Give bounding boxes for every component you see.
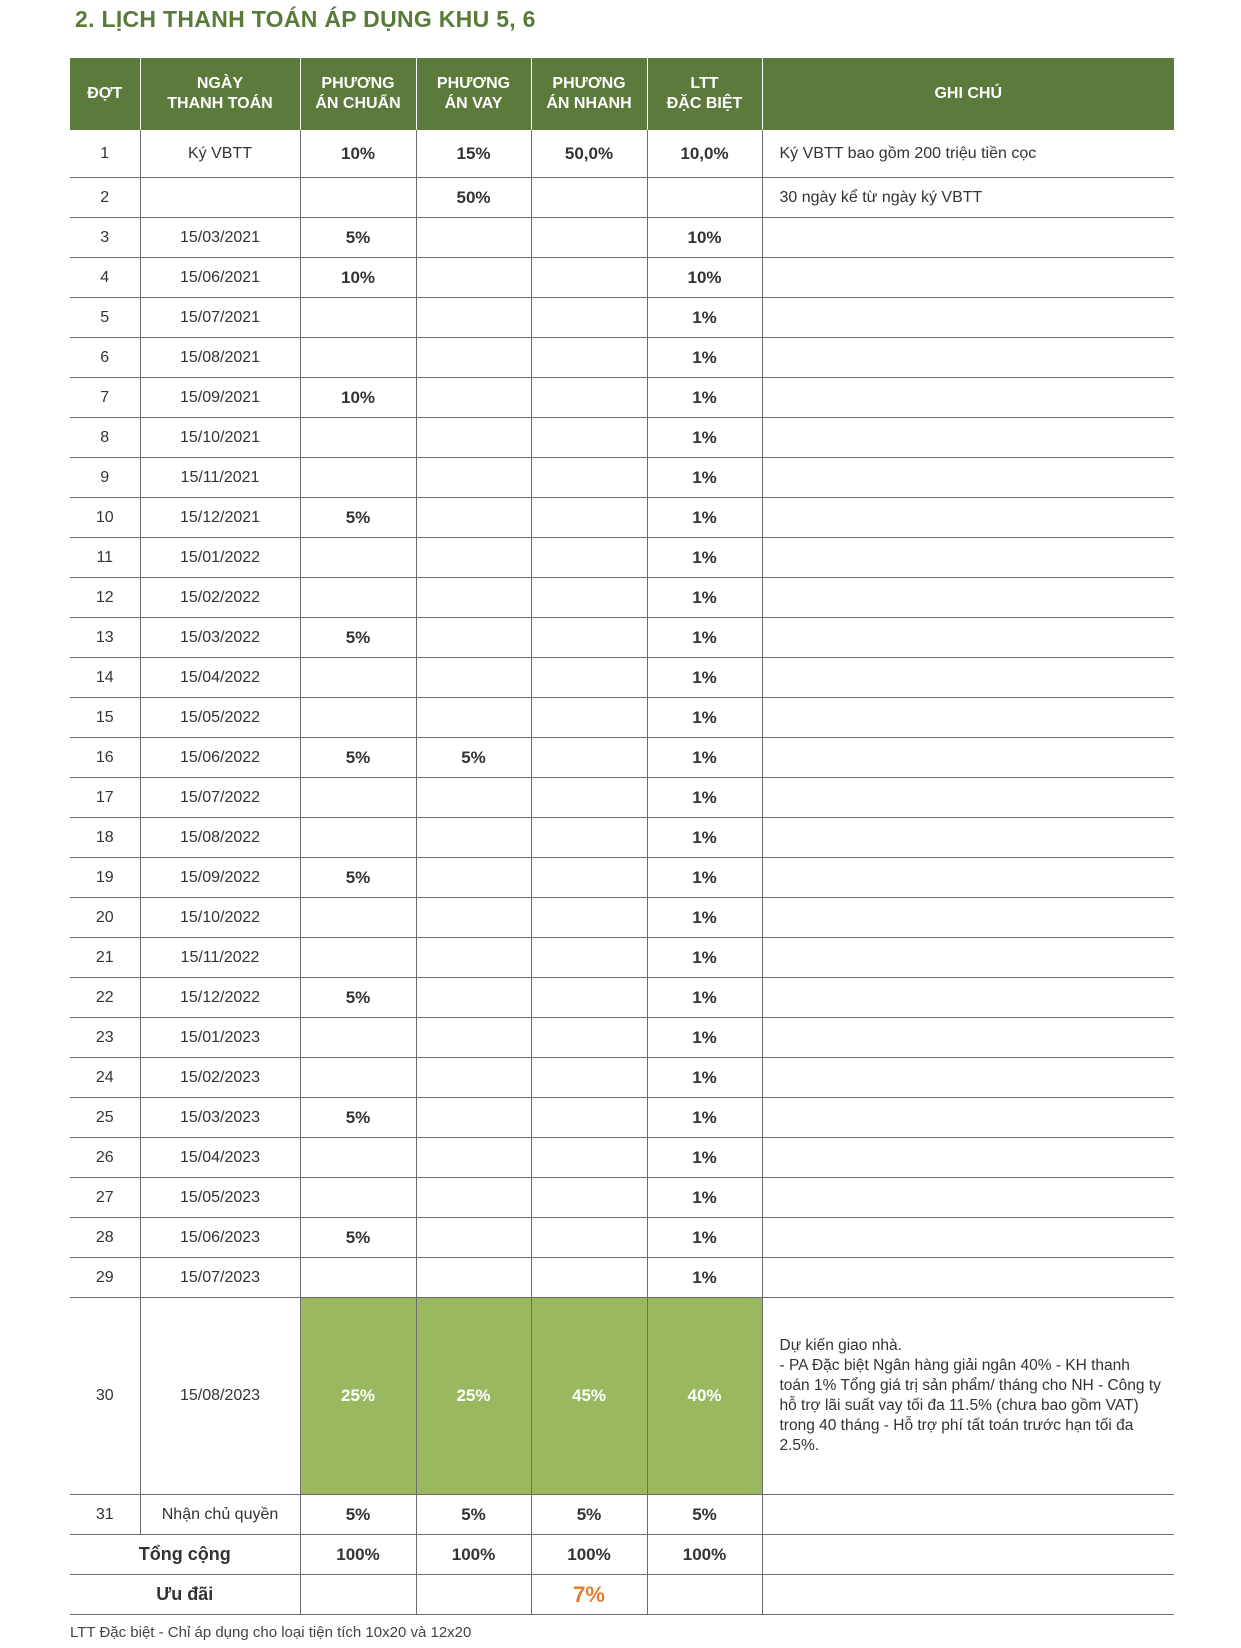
cell-standard: 5% bbox=[300, 498, 416, 538]
cell-note bbox=[762, 778, 1174, 818]
cell-standard: 10% bbox=[300, 258, 416, 298]
cell-special: 1% bbox=[647, 818, 762, 858]
table-row bbox=[70, 578, 1174, 618]
header-loan-plan: PHƯƠNG ÁN VAY bbox=[416, 58, 531, 130]
cell-dot: 23 bbox=[70, 1018, 140, 1058]
cell-fast bbox=[531, 538, 647, 578]
cell-dot: 17 bbox=[70, 778, 140, 818]
table-row bbox=[70, 1298, 1174, 1495]
cell-standard bbox=[300, 1178, 416, 1218]
cell-loan bbox=[416, 538, 531, 578]
cell-standard: 25% bbox=[300, 1298, 416, 1495]
table-row bbox=[70, 538, 1174, 578]
cell-loan: 25% bbox=[416, 1298, 531, 1495]
cell-loan bbox=[416, 258, 531, 298]
cell-loan: 5% bbox=[416, 1495, 531, 1535]
cell-dot: 5 bbox=[70, 298, 140, 338]
table-row bbox=[70, 978, 1174, 1018]
cell-dot: 28 bbox=[70, 1218, 140, 1258]
cell-date: 15/10/2022 bbox=[140, 898, 300, 938]
total-note bbox=[762, 1535, 1174, 1575]
total-label: Tổng cộng bbox=[70, 1535, 300, 1575]
cell-fast bbox=[531, 858, 647, 898]
cell-special: 1% bbox=[647, 1178, 762, 1218]
cell-date: 15/08/2021 bbox=[140, 338, 300, 378]
table-row bbox=[70, 178, 1174, 218]
cell-date bbox=[140, 178, 300, 218]
cell-note bbox=[762, 978, 1174, 1018]
cell-date: 15/12/2021 bbox=[140, 498, 300, 538]
cell-date: 15/03/2023 bbox=[140, 1098, 300, 1138]
cell-date: 15/09/2021 bbox=[140, 378, 300, 418]
cell-loan bbox=[416, 698, 531, 738]
cell-standard bbox=[300, 338, 416, 378]
table-header-row bbox=[70, 58, 1174, 130]
table-row bbox=[70, 858, 1174, 898]
cell-date: 15/09/2022 bbox=[140, 858, 300, 898]
cell-fast bbox=[531, 1018, 647, 1058]
cell-date: 15/05/2023 bbox=[140, 1178, 300, 1218]
cell-loan: 5% bbox=[416, 738, 531, 778]
cell-date: 15/02/2022 bbox=[140, 578, 300, 618]
cell-note bbox=[762, 658, 1174, 698]
cell-special: 1% bbox=[647, 298, 762, 338]
cell-note bbox=[762, 1178, 1174, 1218]
cell-dot: 10 bbox=[70, 498, 140, 538]
cell-dot: 1 bbox=[70, 130, 140, 178]
table-row bbox=[70, 818, 1174, 858]
table-row bbox=[70, 898, 1174, 938]
cell-standard: 5% bbox=[300, 1098, 416, 1138]
cell-note bbox=[762, 338, 1174, 378]
offer-row bbox=[70, 1575, 1174, 1615]
total-standard: 100% bbox=[300, 1535, 416, 1575]
table-row bbox=[70, 738, 1174, 778]
cell-loan bbox=[416, 458, 531, 498]
cell-special: 1% bbox=[647, 618, 762, 658]
cell-loan bbox=[416, 618, 531, 658]
cell-special: 1% bbox=[647, 418, 762, 458]
table-row bbox=[70, 658, 1174, 698]
table-row bbox=[70, 338, 1174, 378]
cell-loan bbox=[416, 1218, 531, 1258]
cell-special: 1% bbox=[647, 658, 762, 698]
cell-fast bbox=[531, 1098, 647, 1138]
cell-note bbox=[762, 258, 1174, 298]
footer-note: LTT Đặc biệt - Chỉ áp dụng cho loại tiện tích 10x20 và 12x20 bbox=[70, 1624, 472, 1641]
cell-date: 15/07/2023 bbox=[140, 1258, 300, 1298]
cell-special: 40% bbox=[647, 1298, 762, 1495]
cell-note bbox=[762, 858, 1174, 898]
cell-date: 15/11/2021 bbox=[140, 458, 300, 498]
cell-note bbox=[762, 1058, 1174, 1098]
cell-fast bbox=[531, 658, 647, 698]
cell-standard: 5% bbox=[300, 618, 416, 658]
cell-date: 15/07/2021 bbox=[140, 298, 300, 338]
cell-standard bbox=[300, 1058, 416, 1098]
cell-note bbox=[762, 938, 1174, 978]
cell-special bbox=[647, 178, 762, 218]
header-dot: ĐỢT bbox=[70, 58, 140, 130]
cell-note bbox=[762, 1138, 1174, 1178]
cell-note bbox=[762, 218, 1174, 258]
cell-dot: 24 bbox=[70, 1058, 140, 1098]
cell-special: 1% bbox=[647, 498, 762, 538]
cell-fast bbox=[531, 218, 647, 258]
total-loan: 100% bbox=[416, 1535, 531, 1575]
cell-date: 15/08/2022 bbox=[140, 818, 300, 858]
table-row bbox=[70, 1138, 1174, 1178]
cell-standard bbox=[300, 938, 416, 978]
cell-loan: 15% bbox=[416, 130, 531, 178]
cell-fast bbox=[531, 698, 647, 738]
cell-note bbox=[762, 458, 1174, 498]
cell-fast bbox=[531, 338, 647, 378]
cell-fast bbox=[531, 738, 647, 778]
cell-dot: 4 bbox=[70, 258, 140, 298]
table-row bbox=[70, 458, 1174, 498]
cell-special: 1% bbox=[647, 938, 762, 978]
cell-fast bbox=[531, 418, 647, 458]
table-row bbox=[70, 698, 1174, 738]
cell-fast bbox=[531, 978, 647, 1018]
cell-dot: 31 bbox=[70, 1495, 140, 1535]
cell-dot: 9 bbox=[70, 458, 140, 498]
cell-standard bbox=[300, 658, 416, 698]
cell-dot: 15 bbox=[70, 698, 140, 738]
cell-special: 1% bbox=[647, 1058, 762, 1098]
cell-dot: 27 bbox=[70, 1178, 140, 1218]
cell-standard: 5% bbox=[300, 1495, 416, 1535]
table-row bbox=[70, 1258, 1174, 1298]
cell-note bbox=[762, 738, 1174, 778]
cell-loan bbox=[416, 978, 531, 1018]
cell-note: Dự kiến giao nhà. - PA Đặc biệt Ngân hàng giải ngân 40% - KH thanh toán 1% Tổng giá trị sản phẩm/ tháng cho NH - Công ty hỗ trợ lãi suất vay tối đa 11.5% (chưa bao gồm VAT) trong 40 tháng - Hỗ trợ phí tất toán trước hạn tối đa 2.5%. bbox=[762, 1298, 1174, 1495]
cell-date: 15/08/2023 bbox=[140, 1298, 300, 1495]
cell-standard bbox=[300, 698, 416, 738]
cell-date: 15/04/2023 bbox=[140, 1138, 300, 1178]
cell-standard: 5% bbox=[300, 1218, 416, 1258]
cell-fast bbox=[531, 818, 647, 858]
table-row bbox=[70, 130, 1174, 178]
cell-loan bbox=[416, 778, 531, 818]
table-row bbox=[70, 498, 1174, 538]
offer-label: Ưu đãi bbox=[70, 1575, 300, 1615]
cell-special: 1% bbox=[647, 1098, 762, 1138]
cell-standard bbox=[300, 1258, 416, 1298]
cell-date: 15/01/2022 bbox=[140, 538, 300, 578]
cell-fast bbox=[531, 178, 647, 218]
cell-fast bbox=[531, 458, 647, 498]
header-fast-plan: PHƯƠNG ÁN NHANH bbox=[531, 58, 647, 130]
cell-note bbox=[762, 1258, 1174, 1298]
cell-date: 15/11/2022 bbox=[140, 938, 300, 978]
cell-date: 15/06/2021 bbox=[140, 258, 300, 298]
cell-fast bbox=[531, 1058, 647, 1098]
header-note: GHI CHÚ bbox=[762, 58, 1174, 130]
cell-loan bbox=[416, 938, 531, 978]
cell-standard: 10% bbox=[300, 378, 416, 418]
cell-special: 1% bbox=[647, 538, 762, 578]
cell-dot: 29 bbox=[70, 1258, 140, 1298]
cell-standard: 5% bbox=[300, 738, 416, 778]
cell-date: 15/01/2023 bbox=[140, 1018, 300, 1058]
table-row bbox=[70, 298, 1174, 338]
cell-dot: 21 bbox=[70, 938, 140, 978]
cell-dot: 8 bbox=[70, 418, 140, 458]
cell-fast bbox=[531, 618, 647, 658]
cell-note bbox=[762, 698, 1174, 738]
cell-special: 10% bbox=[647, 218, 762, 258]
cell-note bbox=[762, 1218, 1174, 1258]
cell-loan bbox=[416, 1138, 531, 1178]
cell-dot: 13 bbox=[70, 618, 140, 658]
table-row bbox=[70, 1018, 1174, 1058]
cell-standard bbox=[300, 818, 416, 858]
cell-loan bbox=[416, 858, 531, 898]
cell-fast bbox=[531, 298, 647, 338]
cell-note bbox=[762, 898, 1174, 938]
cell-dot: 12 bbox=[70, 578, 140, 618]
cell-dot: 2 bbox=[70, 178, 140, 218]
payment-schedule-table bbox=[70, 58, 1174, 1615]
cell-loan bbox=[416, 898, 531, 938]
cell-special: 1% bbox=[647, 578, 762, 618]
cell-loan bbox=[416, 338, 531, 378]
cell-date: 15/02/2023 bbox=[140, 1058, 300, 1098]
offer-loan bbox=[416, 1575, 531, 1615]
cell-special: 1% bbox=[647, 778, 762, 818]
cell-special: 1% bbox=[647, 698, 762, 738]
header-standard-plan: PHƯƠNG ÁN CHUẨN bbox=[300, 58, 416, 130]
cell-date: 15/06/2023 bbox=[140, 1218, 300, 1258]
cell-fast: 45% bbox=[531, 1298, 647, 1495]
cell-loan bbox=[416, 418, 531, 458]
table-row bbox=[70, 1058, 1174, 1098]
cell-note: 30 ngày kể từ ngày ký VBTT bbox=[762, 178, 1174, 218]
cell-date: 15/06/2022 bbox=[140, 738, 300, 778]
table-row bbox=[70, 1178, 1174, 1218]
cell-loan bbox=[416, 818, 531, 858]
cell-special: 1% bbox=[647, 1218, 762, 1258]
table-row bbox=[70, 1098, 1174, 1138]
cell-date: Nhận chủ quyền bbox=[140, 1495, 300, 1535]
cell-note: Ký VBTT bao gồm 200 triệu tiền cọc bbox=[762, 130, 1174, 178]
cell-note bbox=[762, 498, 1174, 538]
cell-loan bbox=[416, 1178, 531, 1218]
cell-note bbox=[762, 1098, 1174, 1138]
offer-note bbox=[762, 1575, 1174, 1615]
cell-date: 15/03/2022 bbox=[140, 618, 300, 658]
cell-note bbox=[762, 818, 1174, 858]
cell-date: 15/04/2022 bbox=[140, 658, 300, 698]
cell-special: 10,0% bbox=[647, 130, 762, 178]
table-row bbox=[70, 938, 1174, 978]
cell-fast bbox=[531, 258, 647, 298]
cell-loan bbox=[416, 578, 531, 618]
total-fast: 100% bbox=[531, 1535, 647, 1575]
cell-special: 1% bbox=[647, 898, 762, 938]
cell-fast: 50,0% bbox=[531, 130, 647, 178]
cell-special: 5% bbox=[647, 1495, 762, 1535]
cell-note bbox=[762, 298, 1174, 338]
cell-fast bbox=[531, 498, 647, 538]
offer-fast: 7% bbox=[531, 1575, 647, 1615]
table-row bbox=[70, 218, 1174, 258]
cell-loan bbox=[416, 298, 531, 338]
cell-special: 10% bbox=[647, 258, 762, 298]
cell-note bbox=[762, 1018, 1174, 1058]
cell-loan bbox=[416, 1098, 531, 1138]
cell-fast bbox=[531, 1138, 647, 1178]
table-row bbox=[70, 258, 1174, 298]
cell-special: 1% bbox=[647, 338, 762, 378]
cell-date: Ký VBTT bbox=[140, 130, 300, 178]
cell-dot: 14 bbox=[70, 658, 140, 698]
cell-date: 15/12/2022 bbox=[140, 978, 300, 1018]
cell-date: 15/05/2022 bbox=[140, 698, 300, 738]
offer-special bbox=[647, 1575, 762, 1615]
total-special: 100% bbox=[647, 1535, 762, 1575]
cell-fast bbox=[531, 778, 647, 818]
cell-dot: 11 bbox=[70, 538, 140, 578]
cell-special: 1% bbox=[647, 978, 762, 1018]
cell-fast bbox=[531, 378, 647, 418]
cell-dot: 7 bbox=[70, 378, 140, 418]
cell-special: 1% bbox=[647, 738, 762, 778]
cell-special: 1% bbox=[647, 458, 762, 498]
cell-loan bbox=[416, 218, 531, 258]
total-row bbox=[70, 1535, 1174, 1575]
cell-note bbox=[762, 538, 1174, 578]
cell-dot: 25 bbox=[70, 1098, 140, 1138]
cell-standard bbox=[300, 538, 416, 578]
cell-note bbox=[762, 378, 1174, 418]
table-row bbox=[70, 618, 1174, 658]
cell-fast bbox=[531, 578, 647, 618]
header-payment-date: NGÀY THANH TOÁN bbox=[140, 58, 300, 130]
cell-special: 1% bbox=[647, 1138, 762, 1178]
cell-fast bbox=[531, 1218, 647, 1258]
cell-loan bbox=[416, 658, 531, 698]
cell-date: 15/07/2022 bbox=[140, 778, 300, 818]
cell-note bbox=[762, 418, 1174, 458]
cell-standard: 5% bbox=[300, 858, 416, 898]
cell-standard bbox=[300, 178, 416, 218]
cell-standard: 5% bbox=[300, 218, 416, 258]
cell-fast bbox=[531, 1258, 647, 1298]
cell-loan bbox=[416, 378, 531, 418]
cell-standard bbox=[300, 778, 416, 818]
cell-special: 1% bbox=[647, 858, 762, 898]
cell-dot: 3 bbox=[70, 218, 140, 258]
cell-loan bbox=[416, 1258, 531, 1298]
cell-dot: 26 bbox=[70, 1138, 140, 1178]
cell-standard bbox=[300, 298, 416, 338]
cell-date: 15/03/2021 bbox=[140, 218, 300, 258]
cell-note bbox=[762, 1495, 1174, 1535]
cell-standard bbox=[300, 1138, 416, 1178]
table-row bbox=[70, 418, 1174, 458]
table-row bbox=[70, 378, 1174, 418]
cell-loan bbox=[416, 1018, 531, 1058]
cell-standard bbox=[300, 458, 416, 498]
cell-dot: 20 bbox=[70, 898, 140, 938]
cell-special: 1% bbox=[647, 1258, 762, 1298]
cell-dot: 22 bbox=[70, 978, 140, 1018]
cell-standard bbox=[300, 898, 416, 938]
offer-standard bbox=[300, 1575, 416, 1615]
cell-standard bbox=[300, 1018, 416, 1058]
cell-special: 1% bbox=[647, 1018, 762, 1058]
cell-standard bbox=[300, 418, 416, 458]
cell-dot: 16 bbox=[70, 738, 140, 778]
cell-standard bbox=[300, 578, 416, 618]
cell-note bbox=[762, 578, 1174, 618]
cell-loan bbox=[416, 1058, 531, 1098]
cell-fast bbox=[531, 1178, 647, 1218]
cell-dot: 18 bbox=[70, 818, 140, 858]
cell-fast bbox=[531, 938, 647, 978]
cell-loan bbox=[416, 498, 531, 538]
cell-date: 15/10/2021 bbox=[140, 418, 300, 458]
table-row bbox=[70, 1218, 1174, 1258]
cell-standard: 10% bbox=[300, 130, 416, 178]
cell-dot: 30 bbox=[70, 1298, 140, 1495]
cell-standard: 5% bbox=[300, 978, 416, 1018]
cell-dot: 19 bbox=[70, 858, 140, 898]
page-title: 2. LỊCH THANH TOÁN ÁP DỤNG KHU 5, 6 bbox=[75, 6, 536, 32]
cell-fast bbox=[531, 898, 647, 938]
cell-note bbox=[762, 618, 1174, 658]
table-row bbox=[70, 1495, 1174, 1535]
table-row bbox=[70, 778, 1174, 818]
cell-dot: 6 bbox=[70, 338, 140, 378]
cell-fast: 5% bbox=[531, 1495, 647, 1535]
cell-special: 1% bbox=[647, 378, 762, 418]
header-special-plan: LTT ĐẶC BIỆT bbox=[647, 58, 762, 130]
cell-loan: 50% bbox=[416, 178, 531, 218]
